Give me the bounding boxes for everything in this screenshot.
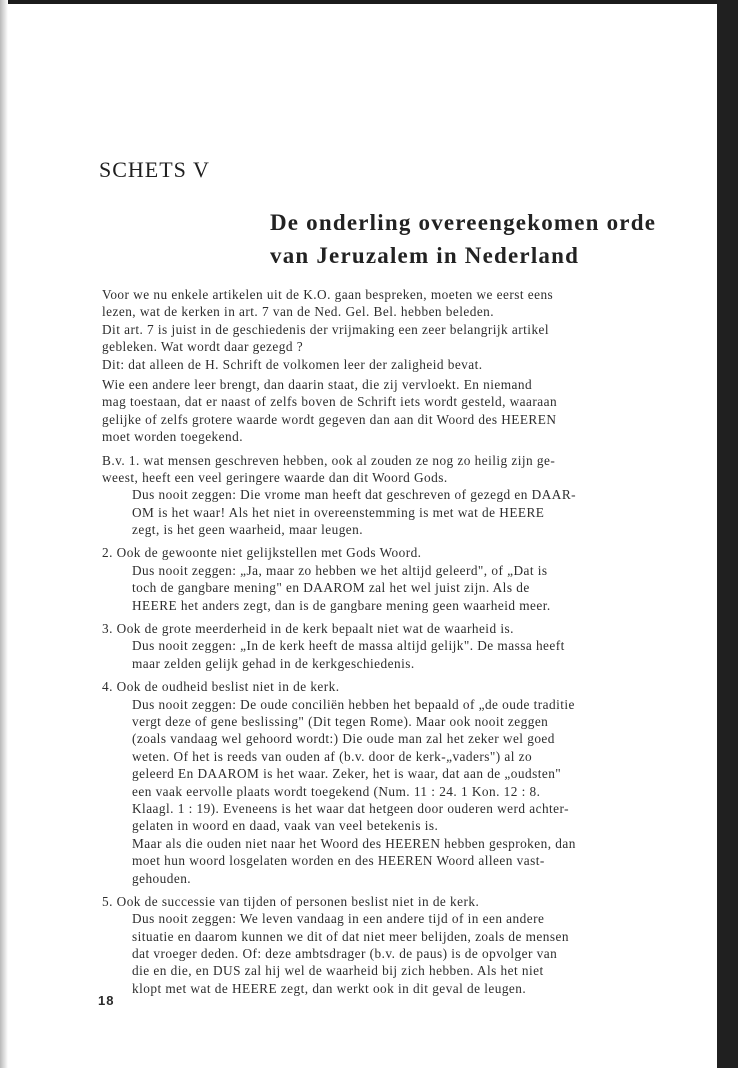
text-line: geleerd En DAAROM is het waar. Zeker, het is waar, dat aan de „oudsten"	[132, 766, 562, 782]
scan-edge-right	[717, 0, 738, 1068]
text-line: maar zelden gelijk gehad in de kerkgeschiedenis.	[132, 655, 415, 671]
text-line: situatie en daarom kunnen we dit of dat niet meer belijden, zoals de mensen	[132, 928, 569, 944]
text-line: dat vroeger deden. Of: deze ambtsdrager (b.v. de paus) is de opvolger van	[132, 946, 558, 962]
text-line: Klaagl. 1 : 19). Eveneens is het waar dat hetgeen door ouderen werd achter-	[132, 800, 570, 816]
chapter-heading: SCHETS V	[99, 157, 210, 182]
text-line: gebleken. Wat wordt daar gezegd ?	[102, 339, 304, 355]
text-line: moet worden toegekend.	[102, 429, 243, 445]
text-line: vergt deze of gene beslissing" (Dit tegen Rome). Maar ook nooit zeggen	[132, 713, 549, 729]
list-item-4	[102, 678, 654, 887]
text-line: Maar als die ouden niet naar het Woord des HEEREN hebben gesproken, dan	[132, 835, 576, 851]
text-line: OM is het waar! Als het niet in overeenstemming is met wat de HEERE	[132, 504, 545, 520]
text-line: lezen, wat de kerken in art. 7 van de Ned. Gel. Bel. hebben beleden.	[102, 304, 495, 320]
intro-paragraph	[102, 286, 654, 373]
text-line: (zoals vandaag wel gehoord wordt:) Die oude man zal het zeker wel goed	[132, 731, 555, 747]
wie-paragraph	[102, 376, 654, 446]
text-line: weten. Of het is reeds van ouden af (b.v. door de kerk-„vaders") al zo	[132, 748, 533, 764]
text-line: zegt, is het geen waarheid, maar leugen.	[132, 522, 364, 538]
text-line: 4. Ook de oudheid beslist niet in de kerk.	[102, 679, 340, 695]
section-title-line-1: De onderling overeengekomen orde	[270, 210, 657, 235]
text-line: 2. Ook de gewoonte niet gelijkstellen met Gods Woord.	[102, 545, 422, 561]
text-line: HEERE het anders zegt, dan is de gangbare mening geen waarheid meer.	[132, 597, 551, 613]
section-title-line-2: van Jeruzalem in Nederland	[270, 243, 580, 268]
list-item-5	[102, 893, 654, 997]
text-line: 5. Ook de successie van tijden of personen beslist niet in de kerk.	[102, 893, 480, 909]
text-line: Wie een andere leer brengt, dan daarin staat, die zij vervloekt. En niemand	[102, 376, 533, 392]
text-line: 3. Ook de grote meerderheid in de kerk bepaalt niet wat de waarheid is.	[102, 621, 514, 637]
text-line: moet hun woord losgelaten worden en des HEEREN Woord alleen vast-	[132, 853, 545, 869]
list-item-1	[102, 452, 654, 539]
text-line: Dus nooit zeggen: Die vrome man heeft dat geschreven of gezegd en DAAR-	[132, 487, 577, 503]
text-line: gelaten in woord en daad, vaak van veel betekenis is.	[132, 818, 439, 834]
text-line: Dit: dat alleen de H. Schrift de volkomen leer der zaligheid bevat.	[102, 356, 483, 372]
list-item-3	[102, 620, 654, 672]
text-line: een vaak eervolle plaats wordt toegekend (Num. 11 : 24. 1 Kon. 12 : 8.	[132, 783, 541, 799]
text-line: Dus nooit zeggen: De oude conciliën hebben het bepaald of „de oude traditie	[132, 696, 575, 712]
text-line: weest, heeft een veel geringere waarde dan dit Woord Gods.	[102, 469, 448, 485]
text-line: toch de gangbare mening" en DAAROM zal het wel juist zijn. Als de	[132, 580, 530, 596]
text-line: gehouden.	[132, 870, 192, 886]
text-line: Dus nooit zeggen: We leven vandaag in een andere tijd of in een andere	[132, 911, 545, 927]
text-line: Dus nooit zeggen: „In de kerk heeft de massa altijd gelijk". De massa heeft	[132, 638, 565, 654]
text-line: die en die, en DUS zal hij wel de waarheid bij zich hebben. Als het niet	[132, 963, 544, 979]
text-line: gelijke of zelfs grotere waarde wordt gegeven dan aan dit Woord des HEEREN	[102, 411, 557, 427]
text-line: Voor we nu enkele artikelen uit de K.O. gaan bespreken, moeten we eerst eens	[102, 287, 554, 302]
text-line: B.v. 1. wat mensen geschreven hebben, ook al zouden ze nog zo heilig zijn ge-	[102, 452, 556, 468]
list-item-2	[102, 544, 654, 614]
text-line: mag toestaan, dat er naast of zelfs boven de Schrift iets wordt gesteld, waaraan	[102, 394, 558, 410]
body-text	[102, 286, 654, 997]
text-line: Dus nooit zeggen: „Ja, maar zo hebben we het altijd geleerd", of „Dat is	[132, 562, 548, 578]
section-title	[270, 206, 690, 272]
page-number: 18	[98, 993, 115, 1008]
text-line: klopt met wat de HEERE zegt, dan werkt ook in dit geval de leugen.	[132, 980, 527, 996]
text-line: Dit art. 7 is juist in de geschiedenis der vrijmaking een zeer belangrijk artikel	[102, 321, 550, 337]
